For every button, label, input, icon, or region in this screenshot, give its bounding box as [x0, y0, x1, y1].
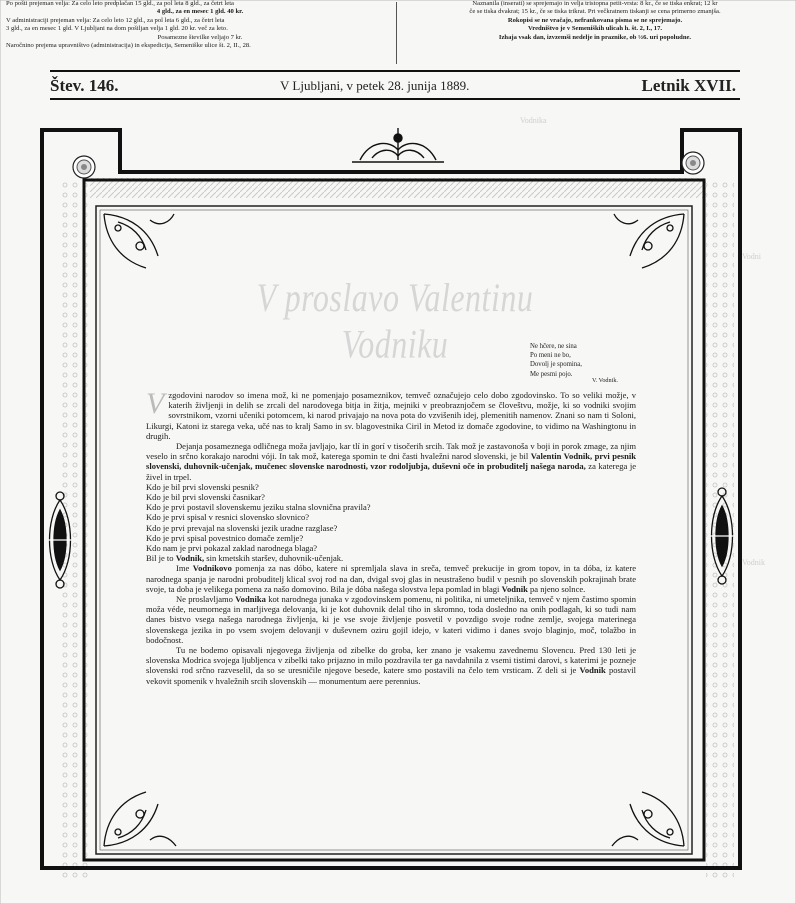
question-1: Kdo je bil prvi slovenski pesnik? [146, 481, 259, 492]
adv-line-3: Rokopisi se ne vračajo, nefrankovana pisma se ne sprejemajo. [507, 16, 683, 24]
epigraph-poem [530, 342, 582, 379]
adv-line-5: Izhaja vsak dan, izvzemši nedelje in praznike, ob ½6. uri popoludne. [498, 33, 692, 41]
paragraph-4: Ne proslavljamo Vodnika kot narodnega junaka v zgodovinskem pomenu, ni politika, ni umeteljnika, temveč v njem častimo spomin moža véde, neumornega in marljivega delovanja, ki je kot duhovnik delal tiho in skromno, toda dosledno na onih podlagah, ki so tudi nam danes bistvo vsega našega narodnega življenja, ki je vse svoje življenje posvetil v povzdigo svoje rodne zemlje, svojega materinega slovenskega jezika in po vsem svojem delovanji v duševnem oziru gojil idejo, v kateri vidimo i danes svojo blaginjo, moč, tolažbo in bodočnost. [146, 594, 636, 645]
answer-line: Bil je to Vodnik, sin kmetskih staršev, duhovnik-učenjak. [146, 553, 344, 564]
sub-line-2: 4 gld., za en mesec 1 gld. 40 kr. [156, 8, 244, 16]
sub-line-6: Naročnino prejema upravništvo (administracija) in ekspedicija, Semeniške ulice št. 2, II., 28. [6, 42, 251, 50]
adv-line-1: Naznanila (inserati) se sprejemajo in velja tristopna petit-vrsta: 8 kr., če se tiska enkrat; 12 kr [472, 0, 718, 7]
poem-line: Po meni ne bo, [530, 352, 571, 360]
paragraph-2: Dejanja posameznega odličnega moža javljajo, kar tlí in gorí v tisočerih srcih. Tak mož je zastavonoša v boji in porok zmage, za njim veselo in srčno korakajo narodni vóji. In tak mož, katerega spomin te dni časti hvaležni narod slovenski, je bil Valentin Vodnik, prvi pesnik slovenski, duhovnik-učenjak, mučenec slovenske narodnosti, vzor rodoljubja, duševni oče in probuditelj našega naroda, za katerega je živel in trpel. [146, 441, 637, 482]
bleed-text-3: Vodnik [742, 558, 765, 567]
ornament-corner-topright-icon [614, 214, 684, 268]
ornament-corner-topleft-icon [104, 214, 174, 268]
question-4: Kdo je prvi spisal v resnici slovensko slovnico? [146, 512, 310, 523]
adv-line-4: Vredništvo je v Semeniških ulicah h. št. 2, I., 17. [527, 25, 663, 33]
sub-line-4: 3 gld., za en mesec 1 gld. V Ljubljani na dom pošiljan velja 1 gld. 20 kr. več za leto. [6, 25, 228, 33]
question-6: Kdo je prvi spisal povestnico domače zemlje? [146, 532, 304, 543]
adv-line-2: če se tiska dvakrat; 15 kr., če se tiska trikrat. Pri večkratnem tiskanji se cena primerno zmanjša. [469, 8, 721, 16]
poem-line: Me pesmi pojo. [530, 370, 573, 378]
bleed-text-2: Vodni [742, 252, 761, 261]
volume: Letnik XVII. [641, 76, 736, 95]
poem-line: Ne hčere, ne sina [530, 343, 577, 350]
drop-cap: V [146, 387, 165, 420]
dateline: V Ljubljani, v petek 28. junija 1889. [280, 78, 470, 93]
paragraph-3: Ime Vodnikovo pomenja za nas dóbo, katere ni spremljala slava in sreča, temveč prekucije in grom topov, in ta dóba, iz katere narodnega spanja je narodni probuditelj klical svoj rod na dan, dvigal svoj glas in neustrašeno budil v pesnih po slovenskih pokrajinah brate svoje, ta doba je velikega pomena za našo domovino. Bila je dóba našega slovstva lepa pomlad in blagi Vodnik pa njeno solnce. [146, 563, 636, 594]
poem-line: Dovolj je spomina, [530, 361, 582, 369]
sub-line-5: Posamezne številke veljajo 7 kr. [157, 33, 243, 41]
sub-line-3: V administraciji prejeman velja: Za celo leto 12 gld., za pol leta 6 gld., za četrt leta [6, 16, 225, 24]
question-2: Kdo je bil prvi slovenski časnikar? [146, 492, 265, 503]
rosette-left-icon [73, 156, 95, 178]
article-body [146, 387, 637, 686]
rosette-right-icon [682, 152, 704, 174]
poem-signature: V. Vodnik. [592, 377, 618, 384]
sub-line-1: Po pošti prejeman velja: Za celo leto predplačan 15 gld., za pol leta 8 gld., za četrt leta [6, 0, 234, 7]
ornament-corner-bottomleft-icon [104, 792, 176, 846]
paragraph-1: Vzgodovini narodov so imena mož, ki ne pomenjajo posameznikov, temveč označujejo celo dobo zgodovinsko. To so veliki možje, v katerih življenji in delih se zrcali del narodovega bitja in žitja, mejniki v preobraznjočem se človeštvu, možje, ki so vodniki svojim sovrstnikom, vzorni učeniki potomcem, ki narod privajajo na nova pota do vzvišenih idej, plemenitih namenov. Znani so nam ti Soloni, Likurgi, Katoni iz starega veka, učé nas to kralj Samo in sv. blagovestnika Ciril in Metod iz domače zgodovine, to vidimo na Washingtonu in drugih. [146, 387, 636, 441]
ornament-top-center-icon [352, 128, 444, 162]
question-7: Kdo nam je prvi pokazal zaklad narodnega blaga? [146, 543, 318, 554]
paragraph-5: Tu ne bodemo opisavali njegovega življenja od zibelke do groba, ker znano je vsakemu zavednemu Slovencu. Pred 130 leti je slovenska Modrica svojega ljubljenca v zibelki tako prijazno in milo pozdravila ter ga navdahnila z vsemi tistimi darovi, s katerimi je pozneje slovenski rod srčno razveselil, da so se uresničile njegove besede, katere smo postavili na čelo tem vrsticam. Z deli si je Vodnik postavil vekovit spomenik v hvaležnih srcih slovenskih — monumentum aere perennius. [146, 645, 637, 686]
article-title: V proslavo Valentinu Vodniku [256, 274, 534, 366]
bleed-text-1: Vodnika [520, 116, 547, 125]
ornament-corner-bottomright-icon [612, 792, 684, 846]
question-5: Kdo je prvi prevajal na slovenski jezik uradne razglase? [146, 522, 338, 533]
issue-number: Štev. 146. [50, 76, 119, 95]
question-3: Kdo je prvi postavil slovenskemu jeziku stalna slovnična pravila? [146, 502, 371, 513]
